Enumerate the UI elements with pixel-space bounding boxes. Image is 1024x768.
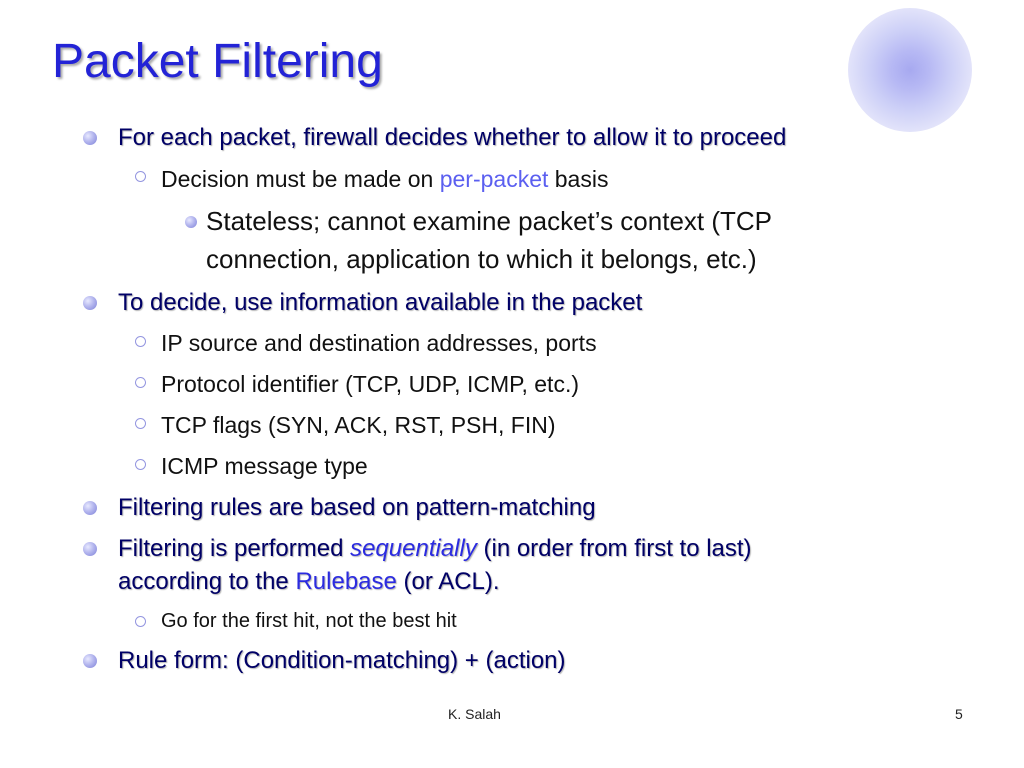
bullet-level2: IP source and destination addresses, ports xyxy=(161,330,597,356)
text-segment: Filtering is performed xyxy=(118,535,351,562)
text-segment: basis xyxy=(548,166,609,192)
bullet-level2: Go for the first hit, not the best hit xyxy=(161,610,457,632)
emphasis-text: Rulebase xyxy=(295,568,397,595)
bullet-icon xyxy=(83,542,97,556)
sub-bullet-icon xyxy=(135,336,146,347)
bullet-level1: For each packet, firewall decides whether to allow it to proceed xyxy=(118,124,787,151)
text-segment: (in order from first to last) xyxy=(476,535,752,562)
bullet-icon xyxy=(83,654,97,668)
page-number: 5 xyxy=(955,706,963,722)
bullet-level1: To decide, use information available in the packet xyxy=(118,289,643,316)
text-segment: (or ACL). xyxy=(396,568,500,595)
bullet-icon xyxy=(83,501,97,515)
bullet-level2: TCP flags (SYN, ACK, RST, PSH, FIN) xyxy=(161,412,556,438)
bullet-level2: Protocol identifier (TCP, UDP, ICMP, etc.) xyxy=(161,371,579,397)
text-segment: according to the xyxy=(118,568,296,595)
bullet-level2 xyxy=(161,166,608,194)
decorative-circle xyxy=(848,8,972,132)
bullet-level1: Rule form: (Condition-matching) + (action) xyxy=(118,647,566,674)
bullet-level2: ICMP message type xyxy=(161,453,368,479)
slide-title: Packet Filtering xyxy=(52,35,383,88)
bullet-icon xyxy=(185,216,197,228)
footer-author: K. Salah xyxy=(448,706,501,722)
bullet-level3-continued: connection, application to which it belongs, etc.) xyxy=(206,244,757,274)
sub-bullet-icon xyxy=(135,171,146,182)
bullet-level1: Filtering rules are based on pattern-matching xyxy=(118,494,596,521)
bullet-icon xyxy=(83,131,97,145)
bullet-icon xyxy=(83,296,97,310)
emphasis-text: per-packet xyxy=(439,166,549,192)
sub-bullet-icon xyxy=(135,418,146,429)
text-segment: Decision must be made on xyxy=(161,166,440,192)
bullet-level1 xyxy=(118,535,752,564)
bullet-level3: Stateless; cannot examine packet’s context (TCP xyxy=(206,206,773,236)
sub-bullet-icon xyxy=(135,459,146,470)
bullet-level1-continued xyxy=(118,568,500,597)
sub-bullet-icon xyxy=(135,377,146,388)
emphasis-text: sequentially xyxy=(350,535,477,562)
sub-bullet-icon xyxy=(135,616,146,627)
